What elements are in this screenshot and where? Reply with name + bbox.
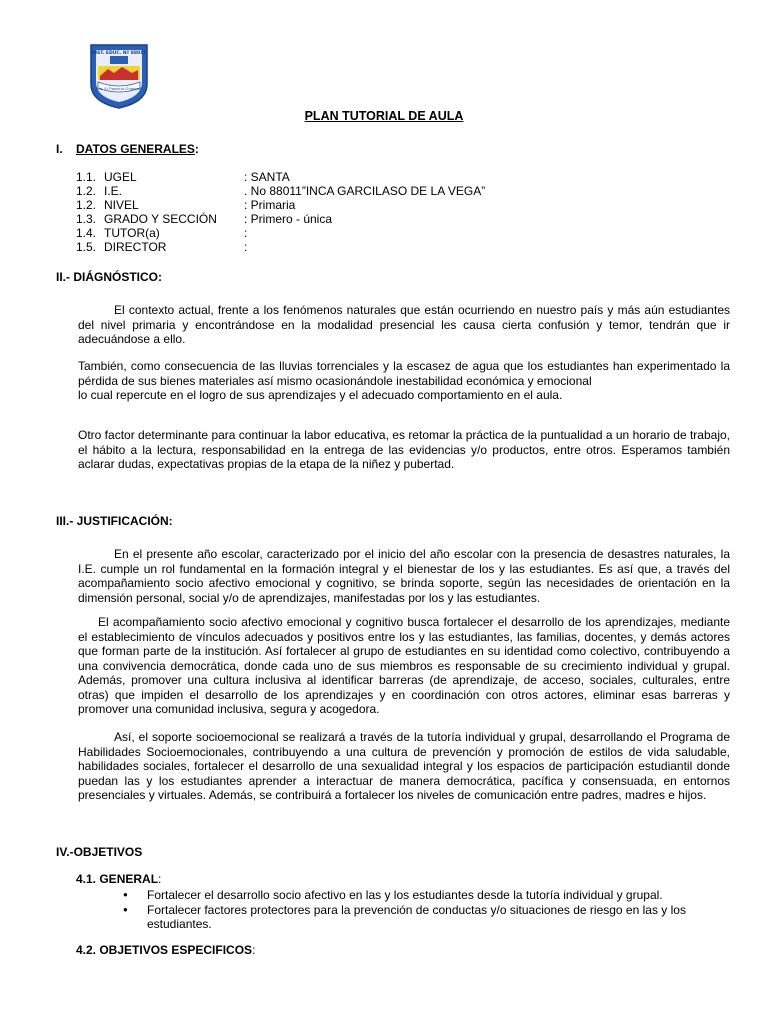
data-row-ie: 1.2. I.E. . No 88011”INCA GARCILASO DE LA VEGA” [76,184,486,198]
data-row-nivel: 1.2. NIVEL : Primaria [76,198,296,212]
specific-objectives-heading: 4.2. OBJETIVOS ESPECIFICOS: [76,943,256,957]
data-row-director: 1.5. DIRECTOR : [76,240,248,254]
section1-heading: I. DATOS GENERALES: [56,142,199,156]
data-row-grado: 1.3. GRADO Y SECCIÓN : Primero - única [76,212,333,226]
section2-heading: II.- DIÁGNÓSTICO: [56,270,162,284]
diagnostic-paragraph-3: Otro factor determinante para continuar la labor educativa, es retomar la práctica de la puntualidad a un horario de trabajo, el hábito a la lectura, responsabilidad en la entrega de las evidencias y/o productos, entre otros. Esperamos también aclarar dudas, expectativas propias de la etapa de la niñez y pubertad. [78,428,730,471]
emblem-shield-icon [88,42,150,110]
list-item: ● Fortalecer el desarrollo socio afectivo en las y los estudiantes desde la tutoría individual y grupal. [115,888,735,903]
data-row-ugel: 1.1. UGEL : SANTA [76,170,290,184]
diagnostic-paragraph-1: El contexto actual, frente a los fenómenos naturales que están ocurriendo en nuestro país y más aún estudiantes del nivel primaria y encontrándose en la modalidad presencial les causa cierta confusión y temor, tendrán que ir adecuándose a ello. [78,303,730,346]
justification-paragraph-1: En el presente año escolar, caracterizado por el inicio del año escolar con la presencia de desastres naturales, la I.E. cumple un rol fundamental en la formación integral y el bienestar de los y las estudiantes. Es así que, a través del acompañamiento socio afectivo emocional y cognitivo, se brinda soporte, según las necesidades de orientación en la dimensión personal, social y/o de aprendizajes, manifestadas por los y las estudiantes. [78,547,730,605]
justification-paragraph-2: El acompañamiento socio afectivo emocional y cognitivo busca fortalecer el desarrollo de los aprendizajes, mediante el establecimiento de vínculos adecuados y positivos entre los y las estudiantes, las familias, docentes, y demás actores que forman parte de la institución. Así fortalecer al grupo de estudiantes en su identidad como colectivo, contribuyendo a una convivencia democrática, donde cada uno de sus miembros es responsable de su crecimiento individual y grupal. Además, promover una cultura inclusiva al identificar barreras (de aprendizaje, de acceso, sociales, culturales, entre otras) que impiden el desarrollo de los aprendizajes y en coordinación con otros actores, eliminar esas barreras y promover una comunidad inclusiva, segura y acogedora. [78,615,730,716]
document-title: PLAN TUTORIAL DE AULA [304,109,464,123]
section3-heading: III.- JUSTIFICACIÓN: [56,514,173,528]
justification-paragraph-3: Así, el soporte socioemocional se realizará a través de la tutoría individual y grupal, desarrollando el Programa de Habilidades Socioemocionales, contribuyendo a una cultura de prevención y promoción de estilos de vida saludable, habilidades sociales, fortalecer el desarrollo de una sexualidad integral y los espacios de participación estudiantil donde puedan las y los estudiantes aprender a interactuar de manera democrática, pacífica y consensuada, en entornos presenciales y virtuales. Además, se contribuirá a fortalecer los niveles de comunicación entre padres, madres e hijos. [78,730,730,802]
general-objective-heading: 4.1. GENERAL: [76,872,162,886]
section4-heading: IV.-OBJETIVOS [56,845,143,859]
school-emblem-logo [88,42,150,110]
svg-text:Urb. El Trapecio Chimbote: Urb. El Trapecio Chimbote [95,87,143,91]
general-objectives-list [115,888,735,932]
svg-text:INST. EDUC. Nº 88011: INST. EDUC. Nº 88011 [91,51,147,56]
list-item: ● Fortalecer factores protectores para la prevención de conductas y/o situaciones de riesgo en las y los estudiantes. [115,903,735,932]
data-row-tutor: 1.4. TUTOR(a) : [76,226,248,240]
diagnostic-paragraph-2: También, como consecuencia de las lluvias torrenciales y la escasez de agua que los estudiantes han experimentado la pérdida de sus bienes materiales así mismo ocasionándole inestabilidad económica y emocional lo cual repercute en el logro de sus aprendizajes y el adecuado comportamiento en el aula. [78,359,730,402]
